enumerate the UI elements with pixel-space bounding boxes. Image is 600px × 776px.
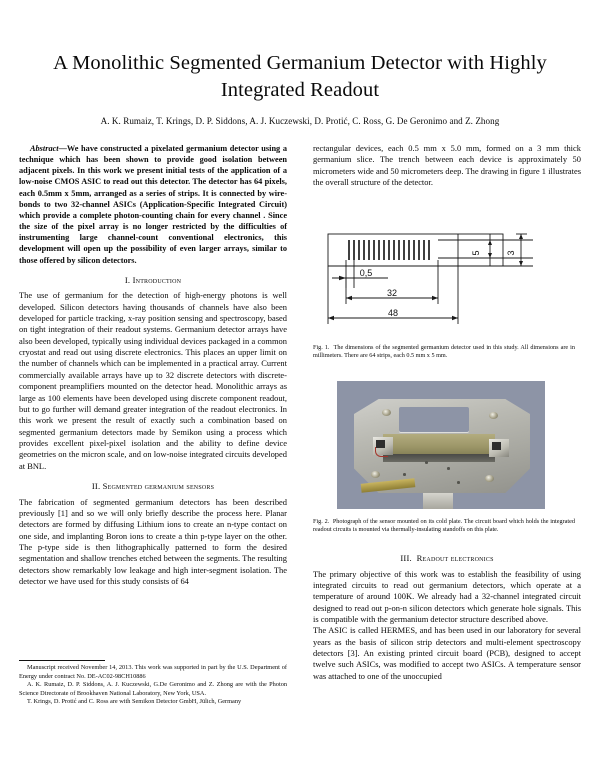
dimension-arrowheads [328, 234, 523, 320]
dim-label-strip-width: 0,5 [359, 268, 373, 278]
right-column-section-3 [313, 553, 581, 682]
mounting-screw [382, 409, 391, 416]
figure-2-label: Fig. 2. [313, 518, 330, 525]
dim-label-strip-height: 5 [471, 250, 481, 256]
plate-hole [403, 473, 406, 476]
plate-window-cutout [399, 407, 469, 432]
footnote-line: T. Krings, D. Protić and C. Ross are with Semikon Detector GmbH, Jülich, Germany [27, 698, 242, 706]
figure-2-photograph [337, 381, 545, 509]
section-heading-readout [313, 553, 581, 565]
photo-content [337, 381, 545, 509]
right-column [313, 143, 581, 188]
figure-1-caption [313, 344, 575, 361]
footnote-rule [19, 660, 105, 661]
mounting-screw [485, 475, 494, 482]
footnote-line: A. K. Rumaiz, D. P. Siddons, A. J. Kuczewski, G.De Geronimo and Z. Zhong are with the Photon Science Directorate of Brookhaven National Laboratory, New York, USA. [19, 681, 287, 697]
footnote-block [19, 660, 287, 707]
figure-2-caption-text: Photograph of the sensor mounted on its cold plate. The circuit board which holds the integrated readout circuits is mounted via thermally-insulating standoffs on this plate. [313, 518, 575, 534]
sensor-shadow [383, 454, 495, 462]
plate-hole [457, 481, 460, 484]
red-wire [375, 447, 388, 457]
author-list: A. K. Rumaiz, T. Krings, D. P. Siddons, A. J. Kuczewski, D. Protić, C. Ross, G. De Geronimo and Z. Zhong [100, 116, 500, 126]
plate-hole [425, 461, 428, 464]
paragraph-right-continuation: rectangular devices, each 0.5 mm x 5.0 mm, formed on a 3 mm thick germanium slice. The trench between each device is approximately 50 micrometers wide and 50 micrometers deep. The drawing in figure 1 illustrates the overall structure of the detector. [313, 143, 581, 188]
dim-label-overall-length: 48 [387, 308, 399, 318]
figure-1-caption-text: The dimensions of the segmented germanium detector used in this study. All dimensions are in millimeters. There are 64 strips, each 0.5 mm x 5 mm. [313, 344, 575, 360]
section-numeral-sensors: II. [91, 481, 101, 492]
asic-chip [492, 442, 501, 450]
section-title-introduction: Introduction [132, 274, 182, 285]
mounting-screw [489, 412, 498, 419]
plate-hole [447, 467, 450, 470]
detector-dimension-drawing [318, 216, 576, 338]
section-numeral-introduction: I. [124, 274, 131, 285]
dim-label-active-length: 32 [386, 288, 398, 298]
section-numeral-readout: III. [400, 553, 412, 563]
section-heading-introduction [19, 275, 287, 287]
paragraph-sensors: The fabrication of segmented germanium detectors has been described previously [1] and so we will only briefly describe the process here. Planar detectors are formed by diffusing Lithium ions to create an n-type contact on one side, and implanting Boron ions to create a thin p-type layer on the other. The p-type side is then lithographically patterned to form the desired segmentation and shallow trenches etched between the segments. The resulting detectors show remarkably low leakage and high inter-segment isolation. The detector we have used for this study consists of 64 [19, 496, 287, 587]
detector-strips [349, 240, 429, 260]
figure-1-label: Fig. 1. [313, 344, 330, 351]
paragraph-readout-1: The primary objective of this work was to establish the feasibility of using integrated circuits to read out germanium detectors, which operate at a temperature of around 100K. We already had a 32-channel integrated circuit designed to read out p-on-n silicon detectors which generate hole signals. This is compatible with the germanium detector structure described above. [313, 568, 581, 624]
abstract-lead: Abstract— [30, 144, 67, 153]
figure-1-technical-drawing [318, 216, 576, 338]
mounting-screw [371, 471, 380, 478]
abstract-block [19, 143, 287, 266]
page-title: A Monolithic Segmented Germanium Detector with Highly Integrated Readout [53, 52, 547, 102]
footnote-line: Manuscript received November 14, 2013. This work was supported in part by the U.S. Department of Energy under contract No. DE-AC02-98CH10886 [19, 664, 287, 680]
paragraph-introduction: The use of germanium for the detection of high-energy photons is well developed. Silicon detectors having thousands of channels have also been developed for particle tracking, x-ray position sensing and spectroscopy, based on tight integration of their readout systems. Germanium detector arrays have also been developed, typically using individual devices packaged in a common cryostat and read out using discrete electronics. This places an upper limit on the number of channels which can be implemented in a practical array. Current commercially available arrays have up to 32 discrete detectors with discrete-component preamplifiers mounted on the detector head. Monolithic arrays as large as 100 elements have been developed using discrete component readout, but to go further will demand greater integration of the readout electronics. In this work we present the result of exactly such a combination based on segmented germanium detectors made by Semikon using a process which provides excellent pixel-pixel isolation and the ability to define device geometries on the micron scale, and on low-noise integrated circuits developed at BNL. [19, 290, 287, 471]
section-title-sensors: Segmented germanium sensors [102, 481, 215, 492]
left-column [19, 143, 287, 587]
paragraph-readout-2: The ASIC is called HERMES, and has been used in our laboratory for several years as the basis of silicon strip detectors and multi-element spectroscopy detectors [3]. An existing printed circuit board (PCB), designed to accept twelve such ASICs, was modified to accept two ASICs. A temperature sensor was attached to one of the unoccupied [313, 625, 581, 681]
support-post [423, 493, 453, 509]
section-heading-sensors [19, 481, 287, 493]
asic-module-right [489, 439, 509, 457]
dim-label-slice-thickness: 3 [506, 250, 516, 256]
section-title-readout: Readout electronics [416, 553, 494, 563]
figure-2-caption [313, 518, 575, 535]
abstract-text: We have constructed a pixelated germanium detector using a technique which has been shown to provide good isolation between adjacent pixels. In this work we present initial tests of the application of a low-noise CMOS ASIC to read out this detector. The detector has 64 pixels, each 0.5mm x 5mm, arranged as a series of strips. It is connected by wire-bonds to two 32-channel ASICs (Application-Specific Integrated Circuit) which provide a complete photon-counting chain for every channel . Since the size of the pixel array is no longer restricted by the difficulties of instrumenting large channel-count conventional electronics, this development will open up the possibility of even larger arrays, similar to those offered by silicon detectors. [19, 144, 287, 265]
